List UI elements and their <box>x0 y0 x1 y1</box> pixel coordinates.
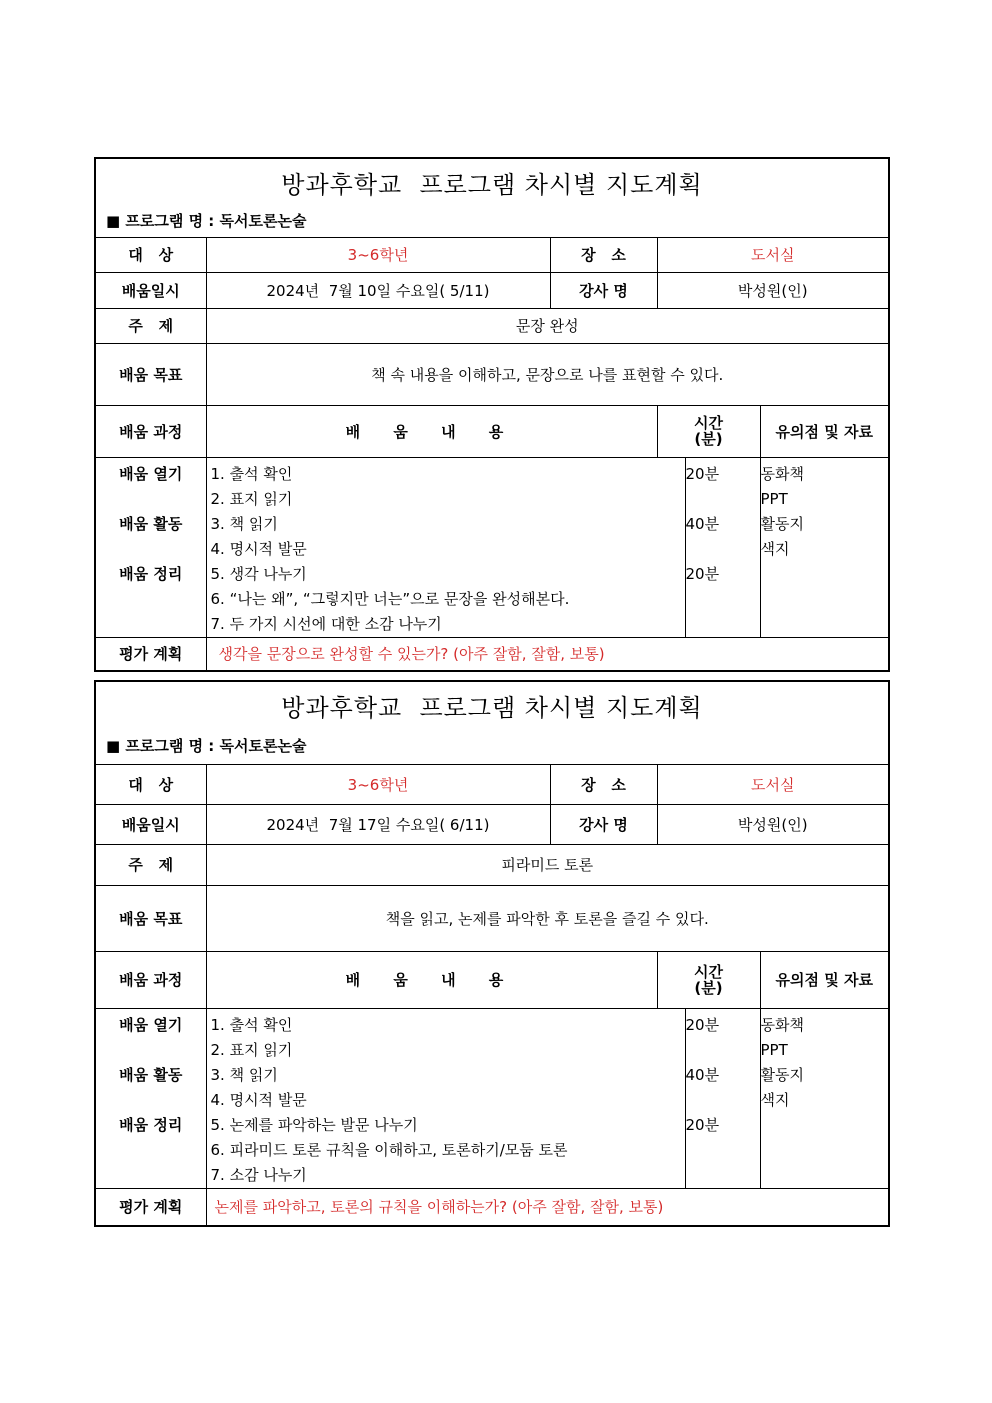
material-item: 활동지 <box>760 514 804 533</box>
time-value: 40분 <box>685 1065 720 1084</box>
content-line: 3. 책 읽기 <box>210 514 278 533</box>
phase-activity: 배움 활동 <box>119 514 183 533</box>
process-label: 배움 과정 <box>95 951 206 1008</box>
materials-label: 유의점 및 자료 <box>760 405 889 457</box>
content-line: 1. 출석 확인 <box>210 464 293 483</box>
phase-close: 배움 정리 <box>119 564 183 583</box>
program-name: ■ 프로그램 명 : 독서토론논술 <box>106 212 307 230</box>
topic-value: 문장 완성 <box>206 308 889 343</box>
content-line: 2. 표지 읽기 <box>210 489 293 508</box>
content-label <box>206 405 657 457</box>
phase-open: 배움 열기 <box>119 1015 183 1034</box>
teacher-label: 강사 명 <box>550 804 657 844</box>
time-label <box>657 951 760 1008</box>
phase-close: 배움 정리 <box>119 1115 183 1134</box>
goal-value: 책 속 내용을 이해하고, 문장으로 나를 표현할 수 있다. <box>206 343 889 405</box>
content-line: 5. 생각 나누기 <box>210 564 307 583</box>
time-label-text: 시간(분) <box>694 414 723 448</box>
content-line: 3. 책 읽기 <box>210 1065 278 1084</box>
target-label: 대 상 <box>95 764 206 804</box>
time-cell <box>685 1008 760 1188</box>
target-value: 3~6학년 <box>206 764 550 804</box>
content-label-text: 배 움 내 용 <box>345 422 518 441</box>
time-label <box>657 405 760 457</box>
place-value: 도서실 <box>657 237 889 272</box>
teacher-label: 강사 명 <box>550 272 657 308</box>
program-name: ■ 프로그램 명 : 독서토론논술 <box>106 737 307 755</box>
material-item: 활동지 <box>760 1065 804 1084</box>
goal-label: 배움 목표 <box>95 343 206 405</box>
time-value: 20분 <box>685 1015 720 1034</box>
material-item: PPT <box>760 489 788 508</box>
content-line: 4. 명시적 발문 <box>210 1090 307 1109</box>
lesson-plan-2 <box>94 680 888 1227</box>
phase-cell <box>95 457 206 637</box>
date-label: 배움일시 <box>95 272 206 308</box>
lesson-plan-1 <box>94 157 888 672</box>
phase-open: 배움 열기 <box>119 464 183 483</box>
process-label: 배움 과정 <box>95 405 206 457</box>
target-value: 3~6학년 <box>206 237 550 272</box>
plan-title: 방과후학교 프로그램 차시별 지도계획 <box>281 171 703 199</box>
target-label: 대 상 <box>95 237 206 272</box>
content-label <box>206 951 657 1008</box>
plan-title: 방과후학교 프로그램 차시별 지도계획 <box>281 694 703 722</box>
content-line: 6. 피라미드 토론 규칙을 이해하고, 토론하기/모둠 토론 <box>210 1140 568 1159</box>
content-cell <box>206 1008 685 1188</box>
phase-activity: 배움 활동 <box>119 1065 183 1084</box>
eval-label: 평가 계획 <box>95 637 206 671</box>
goal-label: 배움 목표 <box>95 885 206 951</box>
lesson-plan-table <box>94 680 890 1227</box>
topic-label: 주 제 <box>95 844 206 885</box>
time-value: 20분 <box>685 464 720 483</box>
teacher-value: 박성원(인) <box>657 272 889 308</box>
date-value: 2024년 7월 10일 수요일( 5/11) <box>206 272 550 308</box>
eval-value: 생각을 문장으로 완성할 수 있는가? (아주 잘함, 잘함, 보통) <box>206 637 889 671</box>
material-item: 동화책 <box>760 1015 804 1034</box>
material-item: 색지 <box>760 1090 790 1109</box>
eval-value: 논제를 파악하고, 토론의 규칙을 이해하는가? (아주 잘함, 잘함, 보통) <box>206 1188 889 1226</box>
materials-label: 유의점 및 자료 <box>760 951 889 1008</box>
materials-cell <box>760 1008 889 1188</box>
content-line: 2. 표지 읽기 <box>210 1040 293 1059</box>
phase-cell <box>95 1008 206 1188</box>
date-value: 2024년 7월 17일 수요일( 6/11) <box>206 804 550 844</box>
content-line: 6. “나는 왜”, “그렇지만 너는”으로 문장을 완성해본다. <box>210 589 570 608</box>
material-item: 색지 <box>760 539 790 558</box>
materials-cell <box>760 457 889 637</box>
teacher-value: 박성원(인) <box>657 804 889 844</box>
content-label-text: 배 움 내 용 <box>345 971 518 989</box>
date-label: 배움일시 <box>95 804 206 844</box>
goal-value: 책을 읽고, 논제를 파악한 후 토론을 즐길 수 있다. <box>206 885 889 951</box>
lesson-plan-table <box>94 157 890 672</box>
time-cell <box>685 457 760 637</box>
time-value: 40분 <box>685 514 720 533</box>
time-value: 20분 <box>685 564 720 583</box>
content-line: 7. 소감 나누기 <box>210 1165 307 1184</box>
topic-label: 주 제 <box>95 308 206 343</box>
place-label: 장 소 <box>550 764 657 804</box>
content-line: 1. 출석 확인 <box>210 1015 293 1034</box>
header-cell <box>95 681 889 764</box>
eval-label: 평가 계획 <box>95 1188 206 1226</box>
material-item: PPT <box>760 1040 788 1059</box>
time-value: 20분 <box>685 1115 720 1134</box>
place-label: 장 소 <box>550 237 657 272</box>
content-line: 5. 논제를 파악하는 발문 나누기 <box>210 1115 418 1134</box>
header-cell <box>95 158 889 237</box>
place-value: 도서실 <box>657 764 889 804</box>
topic-value: 피라미드 토론 <box>206 844 889 885</box>
time-label-text: 시간(분) <box>694 962 723 997</box>
material-item: 동화책 <box>760 464 804 483</box>
content-line: 4. 명시적 발문 <box>210 539 307 558</box>
content-line: 7. 두 가지 시선에 대한 소감 나누기 <box>210 614 442 633</box>
content-cell <box>206 457 685 637</box>
